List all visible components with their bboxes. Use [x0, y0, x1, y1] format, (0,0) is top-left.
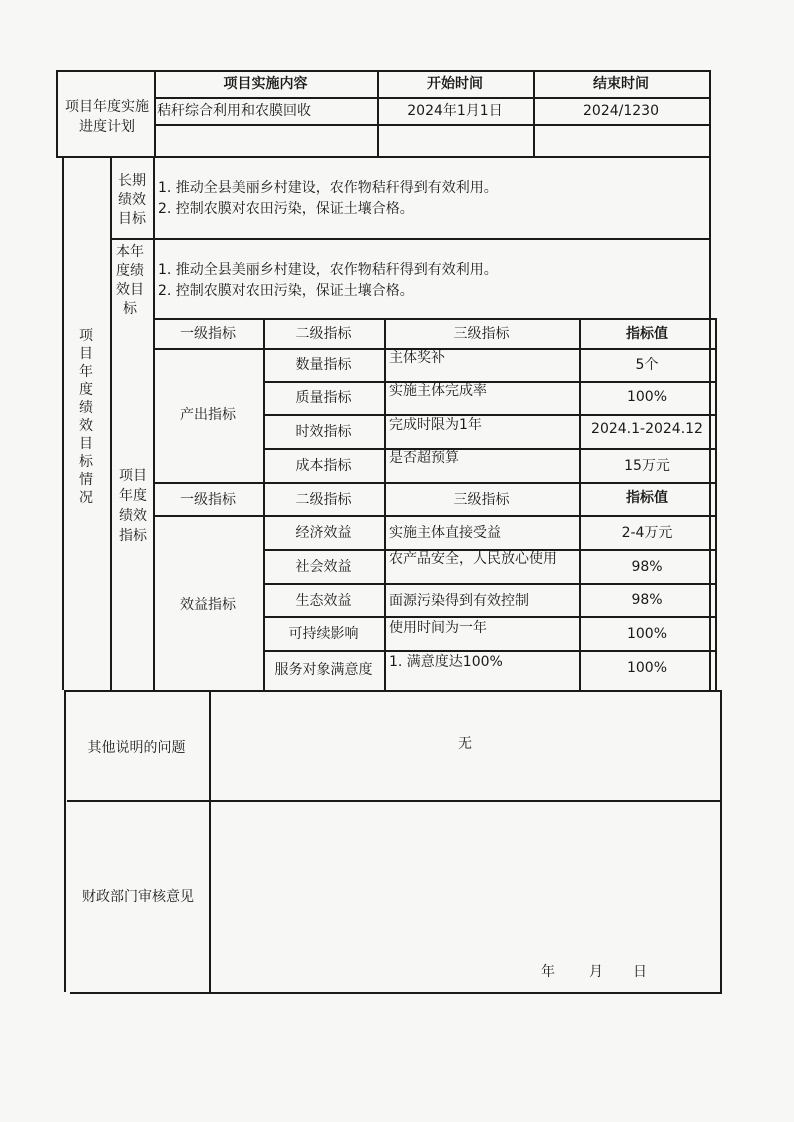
output-level2: 质量指标	[295, 390, 352, 406]
header-start-time: 开始时间	[427, 76, 483, 92]
benefit-value: 98%	[631, 592, 663, 608]
benefit-level2: 社会效益	[295, 559, 352, 575]
schedule-end: 2024/1230	[583, 103, 659, 119]
annual-line1: 1. 推动全县美丽乡村建设，农作物秸秆得到有效利用。	[158, 262, 498, 278]
benefit-value: 100%	[626, 626, 668, 642]
rule	[263, 414, 715, 416]
output-value: 100%	[626, 389, 668, 405]
rule	[154, 97, 710, 99]
header-content: 项目实施内容	[223, 76, 308, 92]
review-day: 日	[633, 964, 647, 980]
output-level2: 成本指标	[295, 458, 352, 474]
rule	[263, 650, 715, 652]
rule	[64, 690, 66, 992]
rule	[110, 156, 112, 690]
rule	[153, 318, 715, 320]
rule	[263, 616, 715, 618]
rule	[209, 690, 211, 992]
annual-label: 本年度绩效目标	[116, 244, 144, 317]
benefit-level3: 实施主体直接受益	[389, 525, 501, 541]
col-level2: 二级指标	[295, 326, 352, 342]
benefit-level3: 1. 满意度达100%	[389, 654, 503, 670]
schedule-content: 秸秆综合利用和农膜回收	[157, 103, 311, 119]
col-level1: 一级指标	[180, 326, 236, 342]
col-value: 指标值	[626, 326, 668, 342]
review-year: 年	[541, 964, 555, 980]
output-level3: 是否超预算	[389, 450, 459, 466]
benefit-level3: 农产品安全，人民放心使用	[389, 551, 557, 567]
rule	[263, 448, 715, 450]
rule	[153, 482, 715, 484]
header-end-time: 结束时间	[593, 76, 649, 92]
output-level2: 数量指标	[295, 357, 352, 373]
schedule-start: 2024年1月1日	[407, 103, 503, 119]
finance-review-label: 财政部门审核意见	[82, 889, 194, 905]
rule	[110, 238, 710, 240]
rule	[720, 690, 722, 992]
benefit-level2: 经济效益	[295, 525, 352, 541]
rule	[64, 690, 720, 692]
output-level3: 主体奖补	[389, 350, 445, 366]
targets-section-label: 项目年度绩效目标情况	[79, 328, 93, 506]
output-value: 15万元	[624, 458, 670, 474]
other-notes-label: 其他说明的问题	[87, 740, 186, 756]
other-notes-value: 无	[458, 736, 472, 752]
benefit-level3: 面源污染得到有效控制	[389, 593, 529, 609]
col-value: 指标值	[626, 490, 668, 506]
col-level2: 二级指标	[295, 492, 352, 508]
output-label: 产出指标	[180, 407, 236, 423]
col-level3: 三级指标	[453, 492, 510, 508]
benefit-value: 2-4万元	[621, 525, 673, 541]
benefit-label: 效益指标	[180, 597, 236, 613]
rule	[263, 381, 715, 383]
rule	[263, 583, 715, 585]
output-value: 2024.1-2024.12	[591, 421, 703, 437]
rule	[62, 156, 64, 690]
rule	[67, 800, 722, 802]
annual-line2: 2. 控制农膜对农田污染，保证土壤合格。	[158, 283, 414, 299]
benefit-level2: 生态效益	[295, 593, 352, 609]
long-term-line1: 1. 推动全县美丽乡村建设，农作物秸秆得到有效利用。	[158, 180, 498, 196]
col-level1: 一级指标	[180, 492, 236, 508]
rule	[153, 515, 715, 517]
indicators-label: 项目年度绩效指标	[119, 468, 147, 544]
output-value: 5个	[635, 357, 659, 373]
rule	[715, 318, 717, 690]
output-level2: 时效指标	[295, 424, 352, 440]
col-level3: 三级指标	[453, 326, 510, 342]
long-term-label: 长期绩效目标	[118, 173, 146, 227]
benefit-level2: 服务对象满意度	[274, 662, 373, 678]
rule	[154, 124, 710, 126]
rule	[56, 70, 58, 156]
rule	[70, 992, 722, 994]
schedule-label: 项目年度实施进度计划	[65, 99, 149, 135]
benefit-value: 98%	[631, 559, 663, 575]
benefit-level2: 可持续影响	[288, 626, 359, 642]
benefit-level3: 使用时间为一年	[389, 620, 487, 636]
review-month: 月	[589, 964, 603, 980]
output-level3: 实施主体完成率	[389, 383, 487, 399]
benefit-value: 100%	[626, 660, 668, 676]
output-level3: 完成时限为1年	[389, 417, 482, 433]
long-term-line2: 2. 控制农膜对农田污染，保证土壤合格。	[158, 201, 414, 217]
